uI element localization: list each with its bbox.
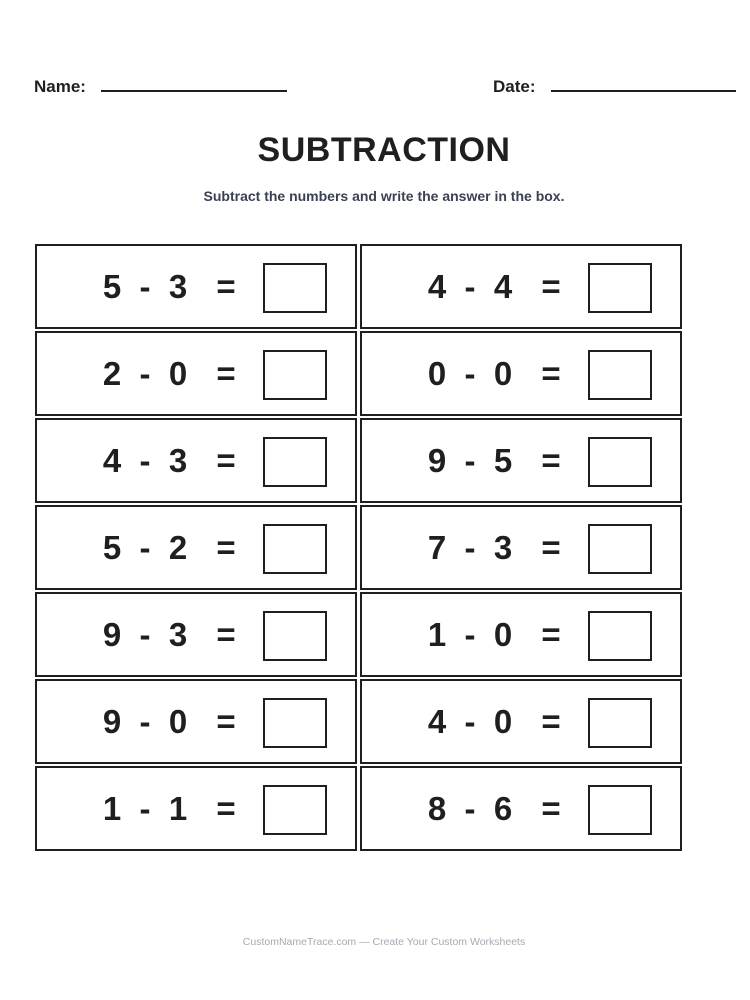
minuend: 5 [102,267,122,305]
minuend: 2 [102,354,122,392]
equals-sign: = [216,267,236,305]
minus-sign: - [139,267,151,305]
problem-expression [422,246,572,327]
subtrahend: 3 [168,267,188,305]
problem-expression [422,333,572,414]
equals-sign: = [216,441,236,479]
minuend: 9 [427,441,447,479]
answer-box[interactable] [588,611,652,661]
worksheet-instructions: Subtract the numbers and write the answer in the box. [203,188,565,204]
answer-box[interactable] [263,785,327,835]
equals-sign: = [216,615,236,653]
problem-expression [97,507,247,588]
equals-sign: = [541,267,561,305]
date-label: Date: [493,77,536,96]
problem-expression [97,246,247,327]
name-label: Name: [34,77,86,96]
answer-box[interactable] [588,350,652,400]
equals-sign: = [541,441,561,479]
problem-expression [97,681,247,762]
minuend: 9 [102,615,122,653]
problem-cell [360,766,682,851]
problem-cell [360,244,682,329]
minuend: 0 [427,354,447,392]
minus-sign: - [464,354,476,392]
equals-sign: = [216,789,236,827]
problem-expression [97,420,247,501]
equals-sign: = [541,702,561,740]
problem-cell [360,592,682,677]
minuend: 8 [427,789,447,827]
problem-expression [97,594,247,675]
problem-cell [35,505,357,590]
minus-sign: - [139,528,151,566]
minus-sign: - [139,354,151,392]
problem-cell [360,505,682,590]
equals-sign: = [541,789,561,827]
problem-cell [35,592,357,677]
problem-cell [360,418,682,503]
minuend: 4 [427,267,447,305]
answer-box[interactable] [588,785,652,835]
subtrahend: 0 [493,354,513,392]
minus-sign: - [139,702,151,740]
answer-box[interactable] [263,350,327,400]
subtrahend: 5 [493,441,513,479]
equals-sign: = [216,528,236,566]
minus-sign: - [464,702,476,740]
subtrahend: 1 [168,789,188,827]
minus-sign: - [139,615,151,653]
answer-box[interactable] [263,524,327,574]
minuend: 4 [427,702,447,740]
footer-credit: CustomNameTrace.com — Create Your Custom Worksheets [242,936,526,948]
minus-sign: - [464,267,476,305]
answer-box[interactable] [263,437,327,487]
problem-cell [35,331,357,416]
problem-cell [35,679,357,764]
problem-cell [360,679,682,764]
subtrahend: 6 [493,789,513,827]
answer-box[interactable] [263,263,327,313]
problem-expression [97,768,247,849]
minuend: 4 [102,441,122,479]
minuend: 9 [102,702,122,740]
minuend: 1 [427,615,447,653]
subtrahend: 3 [168,615,188,653]
minuend: 5 [102,528,122,566]
equals-sign: = [216,702,236,740]
minus-sign: - [464,615,476,653]
problem-expression [422,681,572,762]
equals-sign: = [541,528,561,566]
minus-sign: - [139,789,151,827]
minus-sign: - [464,441,476,479]
subtrahend: 0 [168,354,188,392]
problem-expression [422,507,572,588]
minus-sign: - [139,441,151,479]
subtrahend: 0 [493,615,513,653]
problem-expression [422,420,572,501]
problem-expression [97,333,247,414]
answer-box[interactable] [263,698,327,748]
subtrahend: 4 [493,267,513,305]
problem-cell [35,244,357,329]
equals-sign: = [541,354,561,392]
subtrahend: 2 [168,528,188,566]
subtrahend: 3 [168,441,188,479]
equals-sign: = [216,354,236,392]
subtrahend: 3 [493,528,513,566]
minus-sign: - [464,528,476,566]
problem-expression [422,594,572,675]
answer-box[interactable] [588,437,652,487]
subtrahend: 0 [493,702,513,740]
minus-sign: - [464,789,476,827]
subtrahend: 0 [168,702,188,740]
worksheet-title: SUBTRACTION [257,131,511,169]
date-write-line[interactable] [551,90,736,92]
problem-cell [360,331,682,416]
problem-expression [422,768,572,849]
answer-box[interactable] [588,263,652,313]
answer-box[interactable] [588,698,652,748]
problem-cell [35,766,357,851]
problem-grid [35,244,683,851]
minuend: 7 [427,528,447,566]
answer-box[interactable] [263,611,327,661]
name-write-line[interactable] [101,90,287,92]
minuend: 1 [102,789,122,827]
equals-sign: = [541,615,561,653]
problem-cell [35,418,357,503]
answer-box[interactable] [588,524,652,574]
